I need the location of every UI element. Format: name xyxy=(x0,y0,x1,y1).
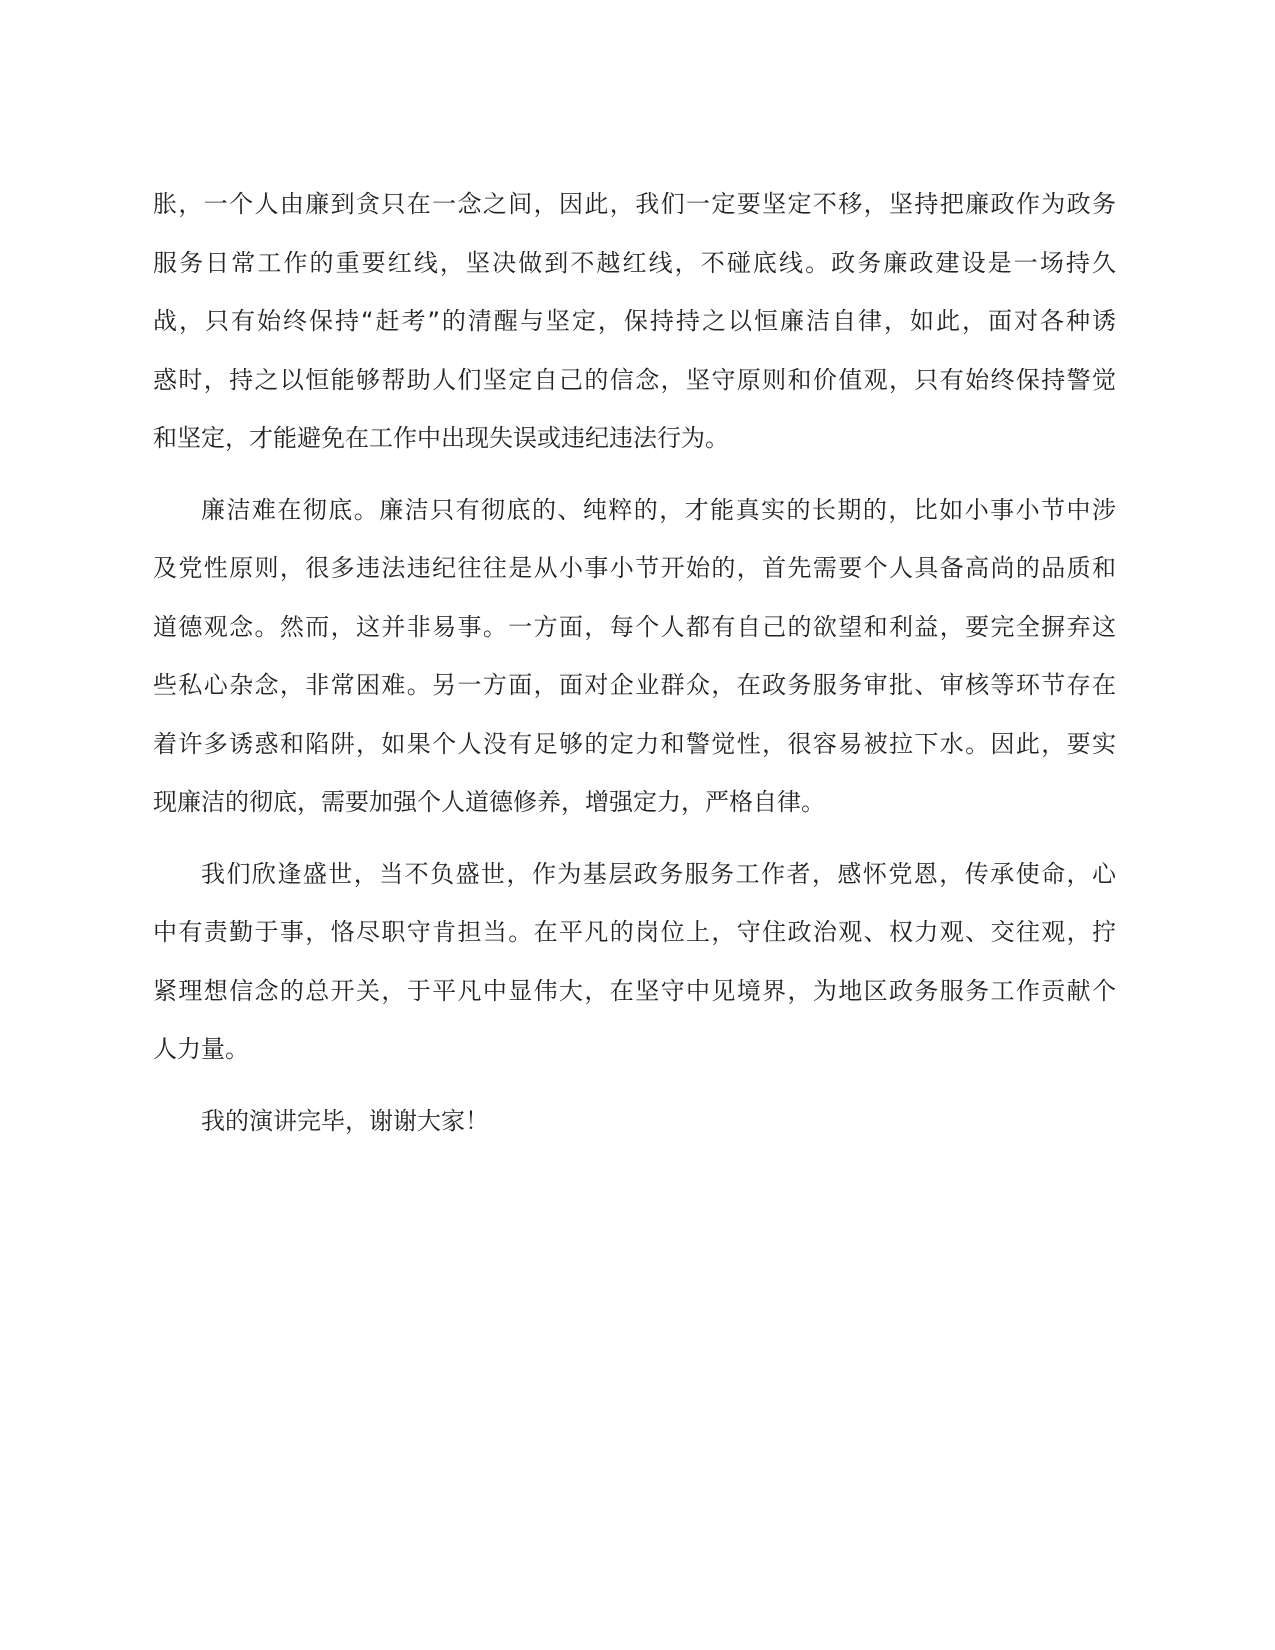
text-line: 我的演讲完毕，谢谢大家！ xyxy=(201,1106,489,1135)
text-line: 些私心杂念，非常困难。另一方面，面对企业群众，在政务服务审批、审核等环节存在 xyxy=(153,671,1116,699)
text-line: 及党性原则，很多违法违纪往往是从小事小节开始的，首先需要个人具备高尚的品质和 xyxy=(153,554,1116,582)
text-line: 胀，一个人由廉到贪只在一念之间，因此，我们一定要坚定不移，坚持把廉政作为政务 xyxy=(153,190,1116,218)
paragraph-era xyxy=(153,855,1116,1070)
text-line: 服务日常工作的重要红线，坚决做到不越红线，不碰底线。政务廉政建设是一场持久 xyxy=(153,248,1116,277)
text-line: 人力量。 xyxy=(153,1035,249,1063)
text-line: 道德观念。然而，这并非易事。一方面，每个人都有自己的欲望和利益，要完全摒弃这 xyxy=(153,612,1116,641)
text-line: 和坚定，才能避免在工作中出现失误或违纪违法行为。 xyxy=(153,424,729,452)
document-body xyxy=(153,185,1116,1160)
text-line: 廉洁难在彻底。廉洁只有彻底的、纯粹的，才能真实的长期的，比如小事小节中涉 xyxy=(201,495,1116,524)
paragraph-gap xyxy=(153,478,1116,491)
text-line: 现廉洁的彻底，需要加强个人道德修养，增强定力，严格自律。 xyxy=(153,788,825,816)
text-line: 着许多诱惑和陷阱，如果个人没有足够的定力和警觉性，很容易被拉下水。因此，要实 xyxy=(153,729,1116,758)
text-line: 紧理想信念的总开关，于平凡中显伟大，在坚守中见境界，为地区政务服务工作贡献个 xyxy=(153,976,1116,1005)
paragraph-gap xyxy=(153,1089,1116,1102)
paragraph-gap xyxy=(153,842,1116,855)
text-line: 中有责勤于事，恪尽职守肯担当。在平凡的岗位上，守住政治观、权力观、交往观，拧 xyxy=(153,918,1116,946)
paragraph-closing xyxy=(153,1102,1116,1141)
text-line: 战，只有始终保持“赶考”的清醒与坚定，保持持之以恒廉洁自律，如此，面对各种诱 xyxy=(153,307,1116,335)
paragraph-integrity xyxy=(153,491,1116,823)
text-line: 惑时，持之以恒能够帮助人们坚定自己的信念，坚守原则和价值观，只有始终保持警觉 xyxy=(153,365,1116,394)
paragraph-continuation xyxy=(153,185,1116,458)
text-line: 我们欣逢盛世，当不负盛世，作为基层政务服务工作者，感怀党恩，传承使命，心 xyxy=(201,859,1116,888)
